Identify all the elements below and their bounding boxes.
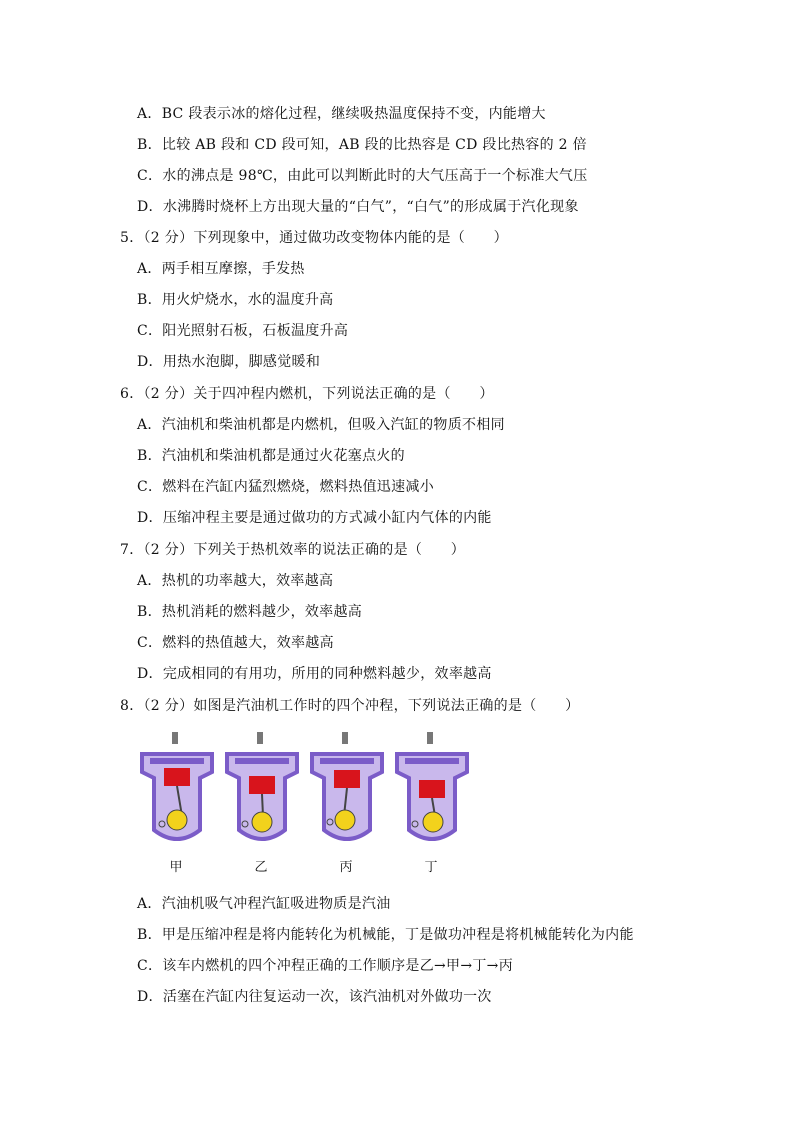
q4-option-c: C．水的沸点是 98℃，由此可以判断此时的大气压高于一个标准大气压 xyxy=(137,168,588,184)
q5-option-c: C．阳光照射石板，石板温度升高 xyxy=(137,323,349,339)
q7-stem: 7．（2 分）下列关于热机效率的说法正确的是（ ） xyxy=(120,542,466,558)
crankshaft xyxy=(167,810,187,830)
q8-option-b: B．甲是压缩冲程是将内能转化为机械能，丁是做功冲程是将机械能转化为内能 xyxy=(137,927,634,943)
caption-jia: 甲 xyxy=(169,860,183,875)
q8-option-c: C．该车内燃机的四个冲程正确的工作顺序是乙→甲→丁→丙 xyxy=(137,958,514,974)
q6-option-d: D．压缩冲程主要是通过做功的方式减小缸内气体的内能 xyxy=(137,510,492,526)
spark-plug xyxy=(172,732,178,744)
caption-yi: 乙 xyxy=(254,860,268,875)
cylinder-head xyxy=(235,758,289,764)
q7-option-b: B．热机消耗的燃料越少，效率越高 xyxy=(137,604,363,620)
spark-plug xyxy=(427,732,433,744)
piston xyxy=(249,776,275,794)
cylinder-head xyxy=(150,758,204,764)
cylinder-head xyxy=(405,758,459,764)
q6-option-b: B．汽油机和柴油机都是通过火花塞点火的 xyxy=(137,448,405,464)
q8-option-a: A．汽油机吸气冲程汽缸吸进物质是汽油 xyxy=(137,896,391,912)
crankshaft xyxy=(335,810,355,830)
q4-option-d: D．水沸腾时烧杯上方出现大量的“白气”，“白气”的形成属于汽化现象 xyxy=(137,199,579,215)
q5-option-b: B．用火炉烧水，水的温度升高 xyxy=(137,292,334,308)
engine-jia-illustration xyxy=(138,730,216,848)
spark-plug xyxy=(257,732,263,744)
q4-option-b: B．比较 AB 段和 CD 段可知，AB 段的比热容是 CD 段比热容的 2 倍 xyxy=(137,137,587,153)
caption-bing: 丙 xyxy=(339,860,353,875)
caption-ding: 丁 xyxy=(424,860,438,875)
engine-strokes-figure xyxy=(138,730,478,880)
q5-option-a: A．两手相互摩擦，手发热 xyxy=(137,261,305,277)
q8-option-d: D．活塞在汽缸内往复运动一次，该汽油机对外做功一次 xyxy=(137,989,492,1005)
cylinder-head xyxy=(320,758,374,764)
q7-option-d: D．完成相同的有用功，所用的同种燃料越少，效率越高 xyxy=(137,666,492,682)
spark-plug xyxy=(342,732,348,744)
engine-yi-illustration xyxy=(223,730,301,848)
crankshaft xyxy=(423,812,443,832)
engine-ding-illustration xyxy=(393,730,471,848)
q5-option-d: D．用热水泡脚，脚感觉暖和 xyxy=(137,354,321,370)
piston xyxy=(419,780,445,798)
crankshaft xyxy=(252,812,272,832)
q7-option-a: A．热机的功率越大，效率越高 xyxy=(137,573,334,589)
q6-option-a: A．汽油机和柴油机都是内燃机，但吸入汽缸的物质不相同 xyxy=(137,417,505,433)
q6-stem: 6．（2 分）关于四冲程内燃机，下列说法正确的是（ ） xyxy=(120,386,494,402)
piston xyxy=(164,768,190,786)
q8-stem: 8．（2 分）如图是汽油机工作时的四个冲程，下列说法正确的是（ ） xyxy=(120,698,580,714)
q4-option-a: A．BC 段表示冰的熔化过程，继续吸热温度保持不变，内能增大 xyxy=(137,106,546,122)
q6-option-c: C．燃料在汽缸内猛烈燃烧，燃料热值迅速减小 xyxy=(137,479,435,495)
piston xyxy=(334,770,360,788)
engine-bing-illustration xyxy=(308,730,386,848)
q7-option-c: C．燃料的热值越大，效率越高 xyxy=(137,635,334,651)
q5-stem: 5．（2 分）下列现象中，通过做功改变物体内能的是（ ） xyxy=(120,230,508,246)
